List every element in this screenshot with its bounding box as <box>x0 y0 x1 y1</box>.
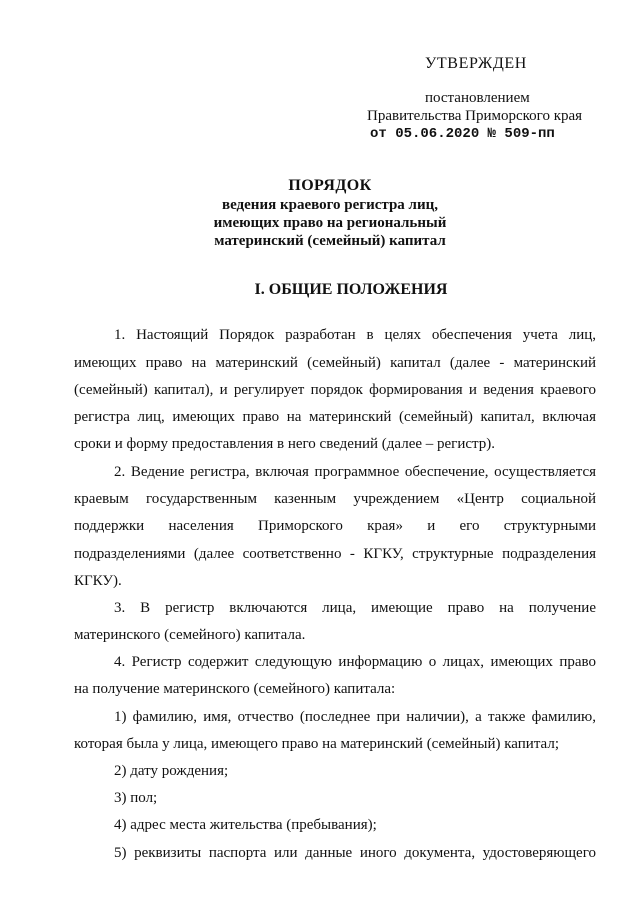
body-line: 4. Регистр содержит следующую информацию о лицах, имеющих право <box>114 654 596 670</box>
body-line: 5) реквизиты паспорта или данные иного документа, удостоверяющего <box>114 845 596 861</box>
decree-line-2: Правительства Приморского края <box>367 108 583 124</box>
document-title: ПОРЯДОК <box>288 177 372 194</box>
body-line: имеющих право на материнский (семейный) капитал (далее - материнский <box>74 355 596 371</box>
approval-stamp: УТВЕРЖДЕН <box>425 55 527 72</box>
body-line: поддержки населения Приморского края» и его структурными <box>74 518 596 534</box>
body-line: материнского (семейного) капитала. <box>74 627 306 643</box>
document-subtitle-line-3: материнский (семейный) капитал <box>214 233 446 249</box>
body-line: КГКУ). <box>74 573 122 589</box>
decree-line-1: постановлением <box>425 90 530 106</box>
body-line: 3) пол; <box>114 790 158 806</box>
body-line: которая была у лица, имеющего право на материнский (семейный) капитал; <box>74 736 559 752</box>
body-line: 1) фамилию, имя, отчество (последнее при наличии), а также фамилию, <box>114 709 596 725</box>
body-line: 2. Ведение регистра, включая программное обеспечение, осуществляется <box>114 464 596 480</box>
body-line: 1. Настоящий Порядок разработан в целях обеспечения учета лиц, <box>114 327 596 343</box>
body-line: регистра лиц, имеющих право на материнский (семейный) капитал, включая <box>74 409 596 425</box>
section-heading: I. ОБЩИЕ ПОЛОЖЕНИЯ <box>254 281 448 298</box>
body-line: сроки и форму предоставления в него сведений (далее – регистр). <box>74 436 495 452</box>
body-line: 2) дату рождения; <box>114 763 229 779</box>
document-subtitle-line-2: имеющих право на региональный <box>213 215 447 231</box>
body-line: 4) адрес места жительства (пребывания); <box>114 817 377 833</box>
body-line: подразделениями (далее соответственно - КГКУ, структурные подразделения <box>74 546 596 562</box>
body-line: на получение материнского (семейного) капитала: <box>74 681 396 697</box>
decree-number: от 05.06.2020 № 509-пп <box>370 126 555 142</box>
body-line: (семейный) капитал), и регулирует порядок формирования и ведения краевого <box>74 382 596 398</box>
body-line: 3. В регистр включаются лица, имеющие право на получение <box>114 600 596 616</box>
body-line: краевым государственным казенным учреждением «Центр социальной <box>74 491 596 507</box>
document-subtitle-line-1: ведения краевого регистра лиц, <box>222 197 438 213</box>
